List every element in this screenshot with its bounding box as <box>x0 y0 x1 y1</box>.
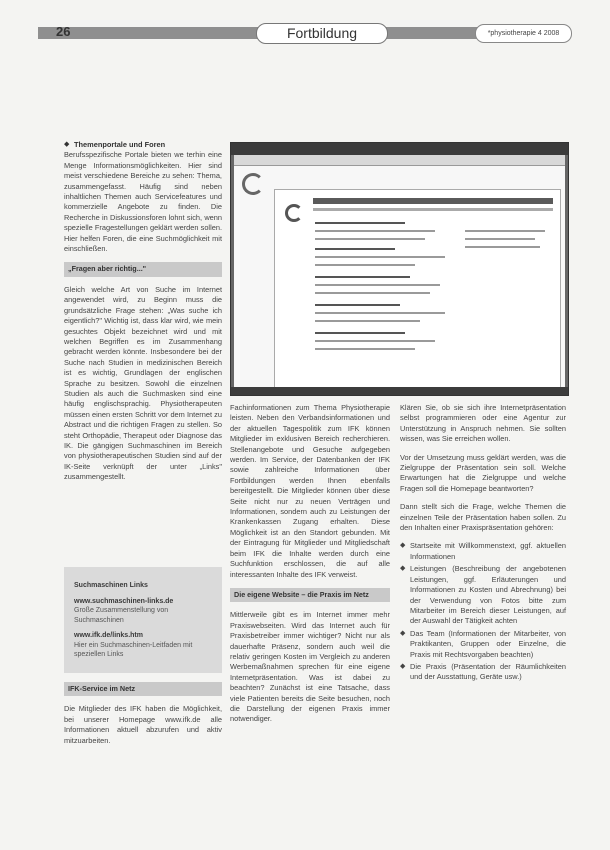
list-item: ◆ Das Team (Informationen der Mitarbeiter, von Praktikanten, Gruppen oder Einzelne, die Praxis mit Rechtsvorgaben beachten) <box>400 629 566 660</box>
link-url-2[interactable]: www.ifk.de/links.htm <box>74 632 143 639</box>
fragen-text: Gleich welche Art von Suche im Internet angewendet wird, zu Beginn muss die grundsätzliche Frage stehen: „Was suche ich eigentlich?" Wichtig ist, dass klar wird, wie mein gesuchtes Objekt bezeichnet wird und mit welchen Begriffen es im Zusammenhang gebracht werden könnte. Insbesondere bei der Suche nach Studien in medizinischen Bereich ist es wichtig, Grundlagen der englischen Sprache zu besitzen. Sowohl die einzelnen Studien als auch die Suchmasken sind eine häufig englischsprachig. Physiotherapeuten müssen einen ersten Schritt vor dem Internet zu Abstract und die richtigen Fragen zu stellen. So steht Orthopädie, Therapeut oder Diagnose das IK. Die gängigen Suchmaschinen im Bereich von physiotherapeutischen Studien sind auf der IK-Seite verknüpft der unter „Links" zusammengestellt. <box>64 284 222 482</box>
col2-text2: Mittlerweile gibt es im Internet immer mehr Praxiswebseiten. Wird das Internet auch für Praxisbetreiber immer wichtiger? Nicht nur als dauerhafte Präsenz, sondern auch weil die relativ geringen Kosten im Vergleich zu anderen Werbemaßnahmen sprechen für eine eigene Internetpräsentation. Was ist dabei zu beachten? Zunächst ist eine Tatsache, dass viele Patienten bereits die Seite besuchen, noch die Darstellung der eigenen Praxis immer notwendiger. <box>230 610 390 724</box>
website-screenshot <box>230 142 569 396</box>
column-3 <box>400 403 566 683</box>
column-2 <box>230 403 390 733</box>
list-item: ◆ Startseite mit Willkommenstext, ggf. aktuellen Informationen <box>400 541 566 562</box>
list-item: ◆ Die Praxis (Präsentation der Räumlichkeiten und der Ausstattung, Geräte usw.) <box>400 662 566 683</box>
issue-label: *physiotherapie 4 2008 <box>475 24 572 43</box>
themen-text: Berufsspezifische Portale bieten we terhin eine Menge Informationsmöglichkeiten. Hier sind meist verschiedene Bereiche zu sehen: Thema, zusammengefasst. Häufig sind neben inhaltlichen Themen auch Servicefeatures und kommerzielle Angebote zu finden. Die Recherche in Diskussionsforen lohnt sich, wenn spezielle Fragestellungen geklärt werden sollen. Hier helfen Foren, die eine Suchmöglichkeit mit einschließen. <box>64 150 222 254</box>
themen-heading: ◆ Themenportale und Foren <box>64 140 222 150</box>
links-box-title: Suchmaschinen Links <box>74 582 148 589</box>
ifk-service-text: Die Mitglieder des IFK haben die Möglichkeit, bei unserer Homepage www.ifk.de alle Informationen aktuell abzurufen und aktiv mitzuarbeiten. <box>64 704 222 745</box>
col3-text2: Vor der Umsetzung muss geklärt werden, was die Zielgruppe der Präsentation sein soll. Welche Erwartungen hat die Zielgruppe und welche Fragen soll die Homepage beantworten? <box>400 452 566 493</box>
ifk-logo-icon <box>242 173 264 195</box>
col2-text: Fachinformationen zum Thema Physiotherapie leisten. Neben den Verbandsinformationen und der aktuellen Tagespolitik zum IFK können Mitglieder im exklusiven Bereich recherchieren. Stellenangebote und Gesuche aufgegeben werden. Im Service, der Datenbanken der IFK sowie zahlreiche Informationen über Fortbildungen werden Ihnen ebenfalls bereitgestellt. Die Mitglieder können über diese Seite nicht nur zu neuen Verträgen und Informationen, sondern auch zu Leistungen der Krankenkassen Zugang erhalten. Diese Möglichkeit ist an den Standort gebunden. Mit der Eintragung für Mitglieder und Mitgliedschaft beim IFK die Inhalte werden durch eine Suchfunktion erschlossen, die auf alle interessanten Inhalte des IFK verweist. <box>230 403 390 579</box>
link-desc-2: Hier ein Suchmaschinen-Leitfaden mit speziellen Links <box>74 641 193 658</box>
links-box <box>64 567 222 673</box>
link-url-1[interactable]: www.suchmaschinen-links.de <box>74 597 174 605</box>
link-desc-1: Große Zusammenstellung von Suchmaschinen <box>74 607 169 624</box>
page-number: 26 <box>56 24 71 39</box>
col3-text3: Dann stellt sich die Frage, welche Themen die einzelnen Teile der Präsentation haben sollen. Zu den Inhalten einer Praxispräsentation gehören: <box>400 502 566 533</box>
column-1 <box>64 140 222 491</box>
section-title: Fortbildung <box>256 23 388 44</box>
ifk-service-heading: IFK-Service im Netz <box>64 682 222 696</box>
col3-text1: Klären Sie, ob sie sich ihre Internetpräsentation selbst programmieren oder eine Agentur zur Unterstützung in Anspruch nehmen. Sie sollten wissen, was Sie erreichen wollen. <box>400 403 566 444</box>
list-item: ◆ Leistungen (Beschreibung der angebotenen Leistungen, ggf. Erläuterungen und Informationen zu Kosten und Abrechnung) bei der Verwendung von Fotos bitte zum Mitarbeiter im Bereich dieser Leistungen, auf der Auswahl der Tätigkeit achten <box>400 564 566 626</box>
column-1-bottom <box>64 682 222 754</box>
fragen-heading: „Fragen aber richtig..." <box>64 262 222 276</box>
website-heading: Die eigene Website – die Praxis im Netz <box>230 588 390 602</box>
ifk-logo-icon <box>285 204 303 222</box>
